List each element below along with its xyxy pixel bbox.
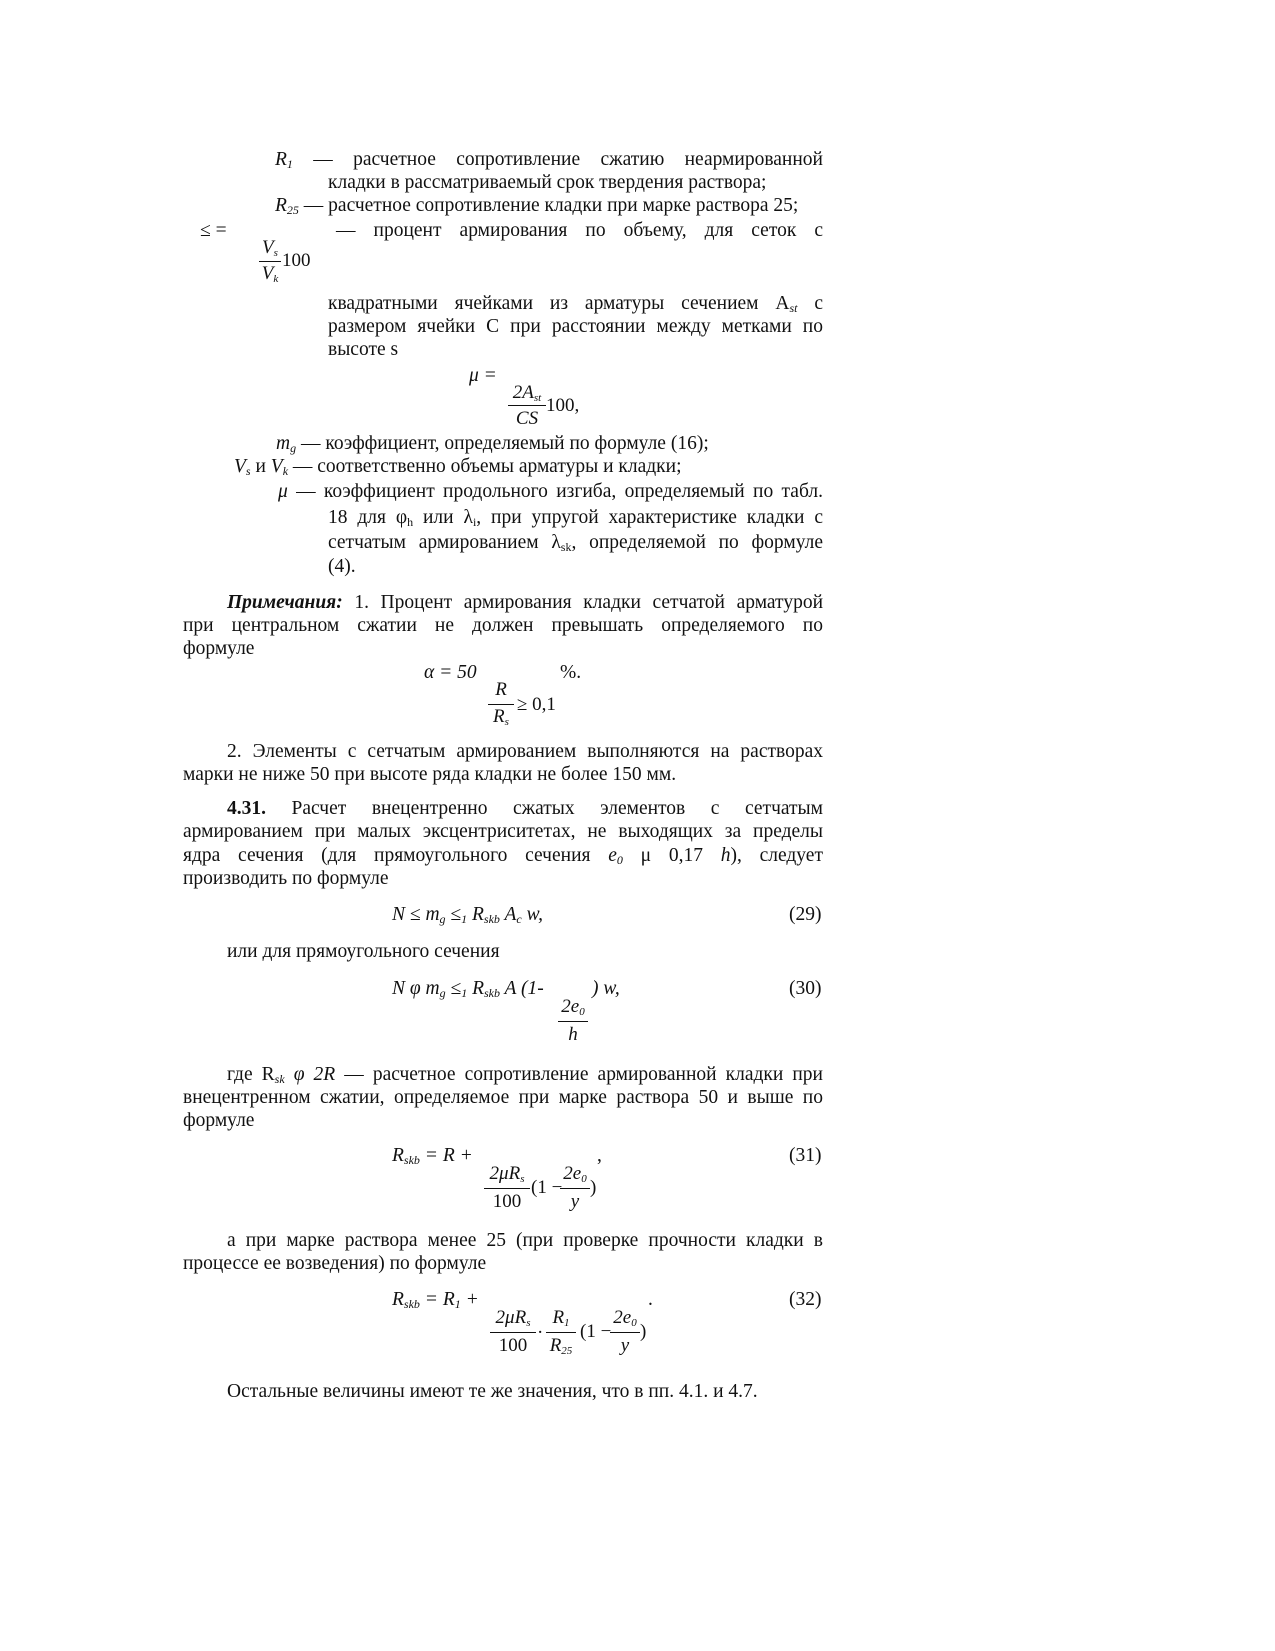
formula-32-numerator-2: $R_1$	[552, 1307, 570, 1329]
note2-line2: марки не ниже 50 при высоте ряда кладки не более 150 мм.	[183, 764, 677, 785]
phi-definition-line3: сетчатым армированием $\lambda_{sk}$, определяемой по формуле	[328, 532, 824, 554]
formula-30-close: ) w,	[592, 978, 620, 999]
phi-definition-line2: 18 для $\varphi_h$ или $\lambda_i$, при упругой характеристике кладки с	[328, 507, 823, 529]
formula-32-denominator-3: y	[620, 1335, 630, 1356]
note1-line3: формуле	[183, 638, 255, 659]
formula-31-number: (31)	[789, 1145, 822, 1166]
formula-31-bar-1	[484, 1188, 530, 1189]
low-grade-line2: процессе ее возведения) по формуле	[183, 1253, 487, 1274]
formula-30-number: (30)	[789, 978, 822, 999]
mu-definition-line2: квадратными ячейками из арматуры сечением $A_{st}$ с	[328, 293, 824, 315]
alpha-formula-lhs: α = 50	[424, 662, 477, 683]
section-431-line2: армированием при малых эксцентриситетах, не выходящих за пределы	[183, 821, 823, 842]
phi-definition-line1: μ — коэффициент продольного изгиба, определяемый по табл.	[278, 481, 823, 502]
alpha-fraction-numerator: R	[495, 679, 507, 700]
where-line1: где $R_{sk}$ φ 2R — расчетное сопротивление армированной кладки при	[227, 1064, 823, 1086]
mu-definition-line1: — процент армирования по объему, для сеток с	[336, 220, 823, 241]
mu-formula-numerator: $2A_{st}$	[512, 382, 542, 404]
formula-30-fraction-numerator: $2e_0$	[561, 996, 585, 1018]
notes-heading: Примечания:	[227, 592, 343, 613]
formula-32-numerator-3: $2e_0$	[613, 1307, 637, 1329]
formula-31-bar-2	[560, 1188, 590, 1189]
low-grade-line1: а при марке раствора менее 25 (при проверке прочности кладки в	[227, 1230, 823, 1251]
mg-definition: $m_g$ — коэффициент, определяемый по формуле (16);	[276, 433, 709, 455]
r1-definition-line2: кладки в рассматриваемый срок твердения раствора;	[328, 172, 767, 193]
mu-fraction-multiplier: 100	[282, 250, 311, 271]
where-line2: внецентренном сжатии, определяемое при марке раствора 50 и выше по	[183, 1087, 823, 1108]
formula-31-numerator-1: $2\mu R_s$	[489, 1163, 525, 1185]
formula-31-numerator-2: $2e_0$	[563, 1163, 587, 1185]
note1-line2: при центральном сжатии не должен превышать определяемого по	[183, 615, 823, 636]
mu-fraction-denominator: $V_k$	[261, 263, 279, 285]
section-431-line4: производить по формуле	[183, 868, 389, 889]
alpha-fraction-bar	[488, 704, 514, 705]
note1-line1: Примечания: 1. Процент армирования кладки сетчатой арматурой	[227, 592, 823, 613]
formula-30: N φ $m_g \le_1$ $R_{skb}$ A (1-	[392, 978, 544, 1000]
r1-definition-line1: $R_1$ — расчетное сопротивление сжатию неармированной	[275, 149, 823, 171]
section-431-line1: 4.31. Расчет внецентренно сжатых элементов с сетчатым	[227, 798, 823, 819]
formula-32-multiply: ·	[537, 1322, 544, 1343]
section-number: 4.31.	[227, 798, 266, 819]
mu-definition-line3: размером ячейки C при расстоянии между метками по	[328, 316, 823, 337]
formula-31-paren-open: (1 −	[531, 1177, 563, 1198]
formula-32-number: (32)	[789, 1289, 822, 1310]
formula-32-bar-2	[546, 1332, 576, 1333]
formula-32-paren-open: (1 −	[580, 1321, 612, 1342]
mu-formula-lhs: μ =	[469, 365, 497, 386]
mu-fraction-numerator: $V_s$	[262, 237, 278, 259]
mu-formula-bar	[508, 405, 546, 406]
formula-32-bar-3	[610, 1332, 640, 1333]
formula-29-number: (29)	[789, 904, 822, 925]
formula-30-fraction-bar	[558, 1021, 588, 1022]
formula-32-denominator-1: 100	[498, 1335, 528, 1356]
formula-31-comma: ,	[597, 1145, 602, 1166]
alpha-fraction-denominator: $R_s$	[493, 706, 509, 728]
section-431-line3: ядра сечения (для прямоугольного сечения $e_0$ μ 0,17 h), следует	[183, 845, 823, 867]
alpha-condition: ≥ 0,1	[517, 694, 556, 715]
phi-definition-line4: (4).	[328, 556, 356, 577]
formula-30-fraction-denominator: h	[568, 1024, 578, 1045]
formula-31-denominator-1: 100	[492, 1191, 522, 1212]
mu-fraction-bar	[259, 261, 281, 262]
alpha-formula-percent: %.	[560, 662, 582, 683]
formula-29: $N \le m_g \le_1$ $R_{skb}$ $A_c$ w,	[392, 904, 543, 926]
r25-definition: $R_{25}$ — расчетное сопротивление кладки при марке раствора 25;	[275, 195, 799, 217]
formula-32-paren-close: )	[640, 1321, 647, 1342]
mu-formula-denominator: CS	[515, 408, 539, 429]
formula-32-numerator-1: $2\mu R_s$	[495, 1307, 531, 1329]
formula-32-dot: .	[648, 1289, 653, 1310]
where-line3: формуле	[183, 1110, 255, 1131]
formula-32-bar-1	[490, 1332, 536, 1333]
mu-definition-line4: высоте s	[328, 339, 399, 360]
formula-31-lhs: $R_{skb} = R$ +	[392, 1145, 473, 1167]
note2-line1: 2. Элементы с сетчатым армированием выполняются на растворах	[227, 741, 823, 762]
formula-31-denominator-2: y	[570, 1191, 580, 1212]
vs-vk-definition: $V_s$ и $V_k$ — соответственно объемы арматуры и кладки;	[234, 456, 682, 478]
mu-formula-multiplier: 100,	[546, 395, 580, 416]
formula-32-lhs: $R_{skb} = R_1$ +	[392, 1289, 479, 1311]
formula-31-paren-close: )	[590, 1177, 597, 1198]
formula-32-denominator-2: $R_{25}$	[549, 1335, 573, 1357]
or-rectangular-line: или для прямоугольного сечения	[227, 941, 500, 962]
remaining-values-line: Остальные величины имеют те же значения, что в пп. 4.1. и 4.7.	[227, 1381, 758, 1402]
mu-definition-lead: ≤ =	[200, 220, 227, 241]
